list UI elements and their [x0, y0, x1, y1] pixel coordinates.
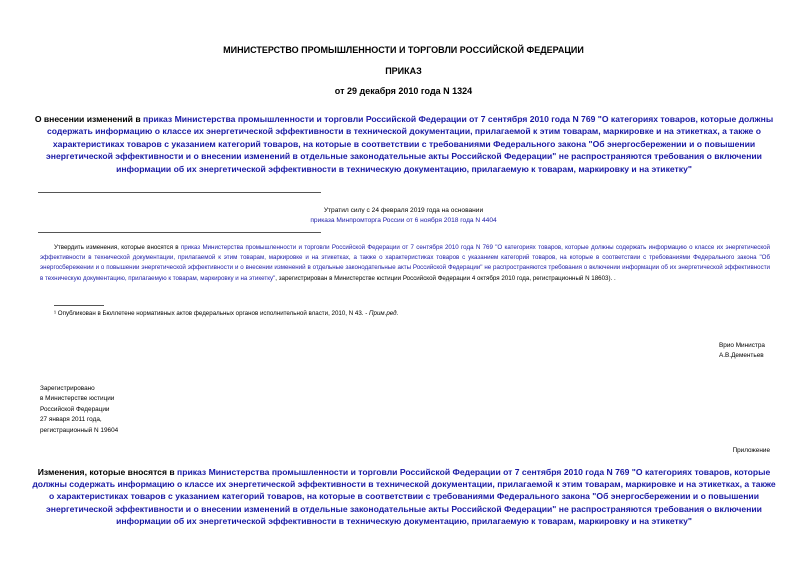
- divider-top: [38, 192, 321, 193]
- divider-bottom: [38, 232, 321, 233]
- appendix-label: Приложение: [732, 447, 770, 454]
- registration-block: [40, 384, 118, 436]
- title-prefix: О внесении изменений в: [34, 114, 143, 124]
- basis-link[interactable]: приказа Минпромторга России от 6 ноября 2018 года N 4404: [310, 217, 497, 224]
- registration-line-3: Российской Федерации: [40, 405, 110, 413]
- title-link[interactable]: приказ Министерства промышленности и торговли Российской Федерации от 7 сентября 2010 года N 769 "О категориях товаров, которые должны содержать информацию о классе их энергетической эффективности в технической документации, прилагаемой к этим товарам, маркировке и на этикетках, а также о характеристиках товаров с указанием категорий товаров, на которые в соответствии с требованиями Федерального закона "Об энергосбережении и о повышении энергетической эффективности и о внесении изменений в отдельные законодательные акты Российской Федерации" не распространяются требования о включении информации об их энергетической эффективности в техническую документацию, прилагаемую к товарам, маркировку и на этикетку": [46, 114, 774, 174]
- body-intro: Утвердить изменения, которые вносятся в: [54, 244, 181, 251]
- body-tail-end: .: [612, 274, 616, 282]
- appendix-title: [30, 466, 778, 527]
- signature-block: [719, 341, 771, 361]
- footnote: [54, 310, 398, 317]
- registration-line-5: регистрационный N 19604: [40, 426, 119, 434]
- registration-line-2: в Министерстве юстиции: [40, 395, 115, 403]
- signature-position: Врио Министра: [719, 342, 765, 349]
- signature-name: А.В.Дементьев: [719, 352, 764, 359]
- footnote-note: Прим.ред.: [369, 310, 399, 317]
- footnote-divider: [54, 305, 104, 306]
- date-number-heading: от 29 декабря 2010 года N 1324: [334, 86, 473, 96]
- body-tail: , зарегистрирован в Министерстве юстиции Российской Федерации 4 октября 2010 года, регистрационный N 18603).: [275, 274, 613, 282]
- registration-line-1: Зарегистрировано: [40, 385, 95, 392]
- appendix-prefix: Изменения, которые вносятся в: [37, 467, 178, 477]
- lost-force-text: Утратил силу с 24 февраля 2019 года на основании: [323, 207, 484, 214]
- appendix-link[interactable]: приказ Министерства промышленности и торговли Российской Федерации от 7 сентября 2010 года N 769 "О категориях товаров, которые должны содержать информацию о классе их энергетической эффективности в технической документации, прилагаемой к этим товарам, маркировке и на этикетках, а также о характеристиках товаров с указанием категорий товаров, на которые в соответствии с требованиями Федерального закона "Об энергосбережении и о повышении энергетической эффективности и о внесении изменений в отдельные законодательные акты Российской Федерации" не распространяются требования о включении информации об их энергетической эффективности в техническую документацию, прилагаемую к товарам, маркировку и на этикетку": [32, 467, 776, 526]
- footnote-marker: ¹: [54, 310, 57, 317]
- body-link[interactable]: приказ Министерства промышленности и торговли Российской Федерации от 7 сентября 2010 года N 769 "О категориях товаров, которые должны содержать информацию о классе их энергетической эффективности в технической документации, прилагаемой к этим товарам, маркировке и на этикетках, а также о характеристиках товаров с указанием категорий товаров, на которые в соответствии с требованиями Федерального закона "Об энергосбережении и о повышении энергетической эффективности и о внесении изменений в отдельные законодательные акты Российской Федерации" не распространяются требования о включении информации об их энергетической эффективности в техническую документацию, прилагаемую к товарам, маркировку и на этикетку": [40, 244, 770, 282]
- footnote-text: Опубликован в Бюллетене нормативных актов федеральных органов исполнительной власти, 2010, N 43. -: [56, 310, 370, 317]
- doc-type-heading: ПРИКАЗ: [385, 66, 422, 76]
- ministry-heading: МИНИСТЕРСТВО ПРОМЫШЛЕННОСТИ И ТОРГОВЛИ РОССИЙСКОЙ ФЕДЕРАЦИИ: [223, 45, 584, 55]
- body-paragraph: [40, 243, 770, 284]
- document-title: [30, 113, 778, 175]
- registration-line-4: 27 января 2011 года,: [40, 416, 102, 424]
